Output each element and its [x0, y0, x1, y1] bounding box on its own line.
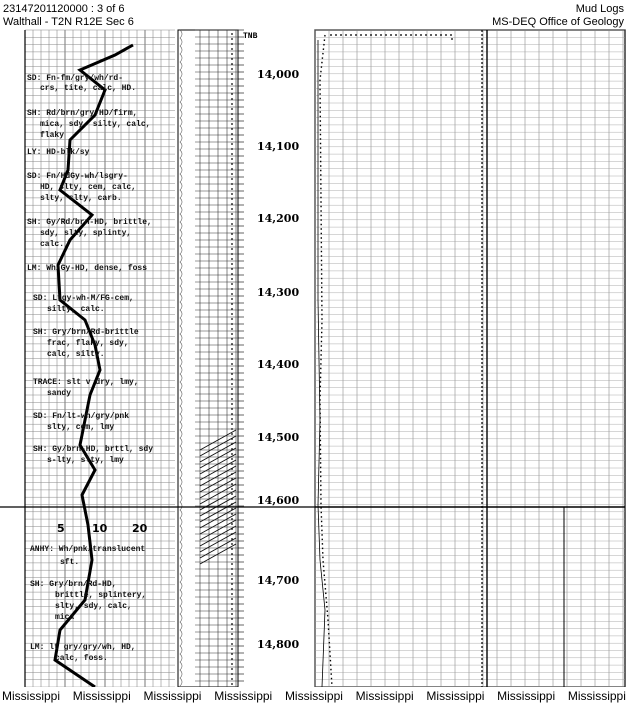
- porosity-dot: [231, 168, 233, 170]
- porosity-dot: [231, 483, 233, 485]
- porosity-dot: [231, 673, 233, 675]
- porosity-dot: [231, 648, 233, 650]
- porosity-dot: [231, 208, 233, 210]
- depth-label: 14,200: [257, 212, 300, 225]
- porosity-dot: [231, 538, 233, 540]
- porosity-dot: [231, 508, 233, 510]
- porosity-dot: [231, 293, 233, 295]
- porosity-dot: [231, 628, 233, 630]
- lithology-note: sft.: [60, 558, 80, 567]
- porosity-dot: [231, 613, 233, 615]
- watermark-text: Mississippi: [355, 689, 414, 703]
- porosity-dot: [231, 393, 233, 395]
- porosity-dot: [231, 198, 233, 200]
- gas-curve: [320, 35, 332, 687]
- depth-label: 14,400: [257, 358, 300, 371]
- porosity-dot: [231, 268, 233, 270]
- porosity-dot: [231, 523, 233, 525]
- porosity-dot: [231, 533, 233, 535]
- porosity-dot: [231, 113, 233, 115]
- porosity-dot: [231, 553, 233, 555]
- porosity-dot: [231, 323, 233, 325]
- porosity-dot: [231, 288, 233, 290]
- scale-label: 5: [57, 522, 65, 535]
- porosity-dot: [231, 243, 233, 245]
- porosity-dot: [231, 73, 233, 75]
- lithology-note: SH: Gy/Rd/brn-HD, brittle,: [27, 218, 152, 227]
- porosity-dot: [231, 53, 233, 55]
- porosity-dot: [231, 223, 233, 225]
- porosity-dot: [231, 608, 233, 610]
- porosity-dot: [231, 233, 233, 235]
- porosity-dot: [231, 353, 233, 355]
- lithology-note: s-lty, slty, lmy: [47, 456, 124, 465]
- porosity-dot: [231, 228, 233, 230]
- porosity-dot: [231, 308, 233, 310]
- porosity-dot: [231, 98, 233, 100]
- porosity-dot: [231, 448, 233, 450]
- porosity-dot: [231, 513, 233, 515]
- scale-label: 20: [132, 522, 148, 535]
- porosity-dot: [231, 318, 233, 320]
- porosity-dot: [231, 193, 233, 195]
- depth-label: 14,500: [257, 431, 300, 444]
- lithology-note: silty, calc.: [47, 305, 105, 314]
- porosity-dot: [231, 78, 233, 80]
- lithology-note: flaky: [40, 131, 65, 140]
- document-category: Mud Logs: [575, 3, 624, 15]
- porosity-dot: [231, 263, 233, 265]
- porosity-dot: [231, 83, 233, 85]
- porosity-dot: [231, 253, 233, 255]
- porosity-dot: [231, 528, 233, 530]
- porosity-dot: [231, 273, 233, 275]
- porosity-dot: [231, 403, 233, 405]
- porosity-dot: [231, 578, 233, 580]
- porosity-dot: [231, 458, 233, 460]
- watermark-text: Mississippi: [72, 689, 131, 703]
- porosity-dot: [231, 468, 233, 470]
- lithology-note: SD: Fn-fm/gry/wh/rd-: [27, 74, 124, 83]
- lithology-note: slty, sdy, calc,: [55, 602, 132, 611]
- porosity-dot: [231, 473, 233, 475]
- porosity-dot: [231, 238, 233, 240]
- porosity-dot: [231, 123, 233, 125]
- porosity-dot: [231, 43, 233, 45]
- porosity-dot: [231, 158, 233, 160]
- lithology-note: SD: Fn/HdGy-wh/lsgry-: [27, 172, 128, 181]
- porosity-dot: [231, 573, 233, 575]
- porosity-dot: [231, 583, 233, 585]
- lithology-note: TRACE: slt v dry, lmy,: [33, 378, 139, 387]
- porosity-dot: [231, 128, 233, 130]
- porosity-dot: [231, 598, 233, 600]
- porosity-dot: [231, 418, 233, 420]
- scale-label: 10: [92, 522, 108, 535]
- watermark-text: Mississippi: [284, 689, 343, 703]
- porosity-dot: [231, 298, 233, 300]
- watermark-text: Mississippi: [143, 689, 202, 703]
- watermark-text: Mississippi: [497, 689, 556, 703]
- porosity-dot: [231, 63, 233, 65]
- lithology-note: mica, sdy, silty, calc,: [40, 120, 151, 129]
- porosity-dot: [231, 148, 233, 150]
- watermark-text: Mississippi: [214, 689, 273, 703]
- porosity-dot: [231, 93, 233, 95]
- lithology-note: calc, foss.: [55, 654, 108, 663]
- porosity-dot: [231, 398, 233, 400]
- porosity-dot: [231, 653, 233, 655]
- porosity-dot: [231, 668, 233, 670]
- watermark-text: Mississippi: [567, 689, 626, 703]
- porosity-dot: [231, 33, 233, 35]
- porosity-dot: [231, 138, 233, 140]
- porosity-dot: [231, 358, 233, 360]
- lithology-note: crs, tite, calc, HD.: [40, 84, 137, 93]
- lithology-note: slty, slty, carb.: [40, 194, 122, 203]
- porosity-dot: [231, 38, 233, 40]
- porosity-dot: [231, 638, 233, 640]
- porosity-dot: [231, 488, 233, 490]
- lithology-note: SD: Ltgy-wh-M/FG-cem,: [33, 294, 134, 303]
- porosity-dot: [231, 153, 233, 155]
- porosity-dot: [231, 218, 233, 220]
- depth-label: 14,700: [257, 574, 300, 587]
- lithology-note: frac, flaky, sdy,: [47, 339, 129, 348]
- porosity-dot: [231, 423, 233, 425]
- porosity-dot: [231, 303, 233, 305]
- porosity-dot: [231, 203, 233, 205]
- porosity-dot: [231, 183, 233, 185]
- lithology-note: brittle, splintery,: [55, 591, 147, 600]
- depth-label: 14,100: [257, 140, 300, 153]
- porosity-dot: [231, 68, 233, 70]
- porosity-dot: [231, 338, 233, 340]
- lithology-note: SD: Fn/lt-wh/gry/pnk: [33, 412, 130, 421]
- porosity-dot: [231, 428, 233, 430]
- porosity-dot: [231, 683, 233, 685]
- lithology-note: SH: Rd/brn/gry-HD/firm,: [27, 109, 138, 118]
- lithology-note: HD, slty, cem, calc,: [40, 183, 137, 192]
- porosity-dot: [231, 48, 233, 50]
- porosity-dot: [231, 143, 233, 145]
- porosity-dot: [231, 498, 233, 500]
- lithology-note: calc, silty.: [47, 350, 105, 359]
- porosity-dot: [231, 558, 233, 560]
- porosity-dot: [231, 388, 233, 390]
- porosity-dot: [231, 493, 233, 495]
- porosity-dot: [231, 258, 233, 260]
- porosity-dot: [231, 478, 233, 480]
- porosity-dot: [231, 443, 233, 445]
- porosity-dot: [231, 543, 233, 545]
- well-location: Walthall - T2N R12E Sec 6: [3, 16, 134, 28]
- lithology-note: SH: Gy/brn-HD, brttl, sdy: [33, 445, 154, 454]
- porosity-dot: [231, 313, 233, 315]
- porosity-dot: [231, 568, 233, 570]
- porosity-dot: [231, 108, 233, 110]
- porosity-dot: [231, 368, 233, 370]
- porosity-dot: [231, 413, 233, 415]
- document-id: 23147201120000 : 3 of 6: [3, 3, 125, 15]
- porosity-dot: [231, 623, 233, 625]
- porosity-dot: [231, 328, 233, 330]
- lithology-note: slty, cem, lmy: [47, 423, 115, 432]
- porosity-dot: [231, 463, 233, 465]
- porosity-dot: [231, 438, 233, 440]
- porosity-dot: [231, 163, 233, 165]
- porosity-dot: [231, 633, 233, 635]
- porosity-dot: [231, 563, 233, 565]
- porosity-dot: [231, 453, 233, 455]
- depth-label: 14,300: [257, 286, 300, 299]
- porosity-dot: [231, 283, 233, 285]
- lithology-note: LY: HD-blk/sy: [27, 148, 90, 157]
- porosity-dot: [231, 658, 233, 660]
- porosity-dot: [231, 433, 233, 435]
- porosity-dot: [231, 118, 233, 120]
- porosity-dot: [231, 373, 233, 375]
- porosity-dot: [231, 588, 233, 590]
- porosity-dot: [231, 678, 233, 680]
- depth-label: 14,000: [257, 68, 300, 81]
- porosity-dot: [231, 548, 233, 550]
- lithology-note: sandy: [47, 389, 72, 398]
- porosity-dot: [231, 643, 233, 645]
- porosity-dot: [231, 363, 233, 365]
- lithology-column: [178, 30, 238, 687]
- lithology-note: sdy, slty, splinty,: [40, 229, 132, 238]
- porosity-dot: [231, 618, 233, 620]
- lithology-note: LM: Wh/Gy-HD, dense, foss: [27, 264, 148, 273]
- porosity-dot: [231, 248, 233, 250]
- porosity-dot: [231, 383, 233, 385]
- porosity-dot: [231, 378, 233, 380]
- depth-label: 14,800: [257, 638, 300, 651]
- porosity-dot: [231, 133, 233, 135]
- lithology-note: ANHY: Wh/pnk/translucent: [30, 545, 146, 554]
- lithology-note: LM: lt gry/gry/wh, HD,: [30, 643, 136, 652]
- watermark-text: Mississippi: [426, 689, 485, 703]
- formation-marker: TNB: [243, 32, 258, 41]
- lithology-note: SH: Gry/brn/Rd-HD,: [30, 580, 117, 589]
- porosity-dot: [231, 103, 233, 105]
- lithology-note: SH: Gry/brn/Rd-brittle: [33, 328, 139, 337]
- porosity-dot: [231, 278, 233, 280]
- porosity-dot: [231, 343, 233, 345]
- lithology-note: calc.: [40, 240, 65, 249]
- porosity-dot: [231, 58, 233, 60]
- porosity-dot: [231, 88, 233, 90]
- porosity-dot: [231, 603, 233, 605]
- porosity-dot: [231, 348, 233, 350]
- depth-label: 14,600: [257, 494, 300, 507]
- porosity-dot: [231, 518, 233, 520]
- office-name: MS-DEQ Office of Geology: [492, 16, 624, 28]
- watermark-text: Mississippi: [2, 689, 61, 703]
- porosity-dot: [231, 178, 233, 180]
- porosity-dot: [231, 333, 233, 335]
- porosity-dot: [231, 593, 233, 595]
- porosity-dot: [231, 173, 233, 175]
- porosity-dot: [231, 213, 233, 215]
- porosity-dot: [231, 188, 233, 190]
- porosity-dot: [231, 503, 233, 505]
- porosity-dot: [231, 408, 233, 410]
- lithology-note: mica: [55, 613, 75, 622]
- porosity-dot: [231, 663, 233, 665]
- watermark-footer: [0, 687, 628, 705]
